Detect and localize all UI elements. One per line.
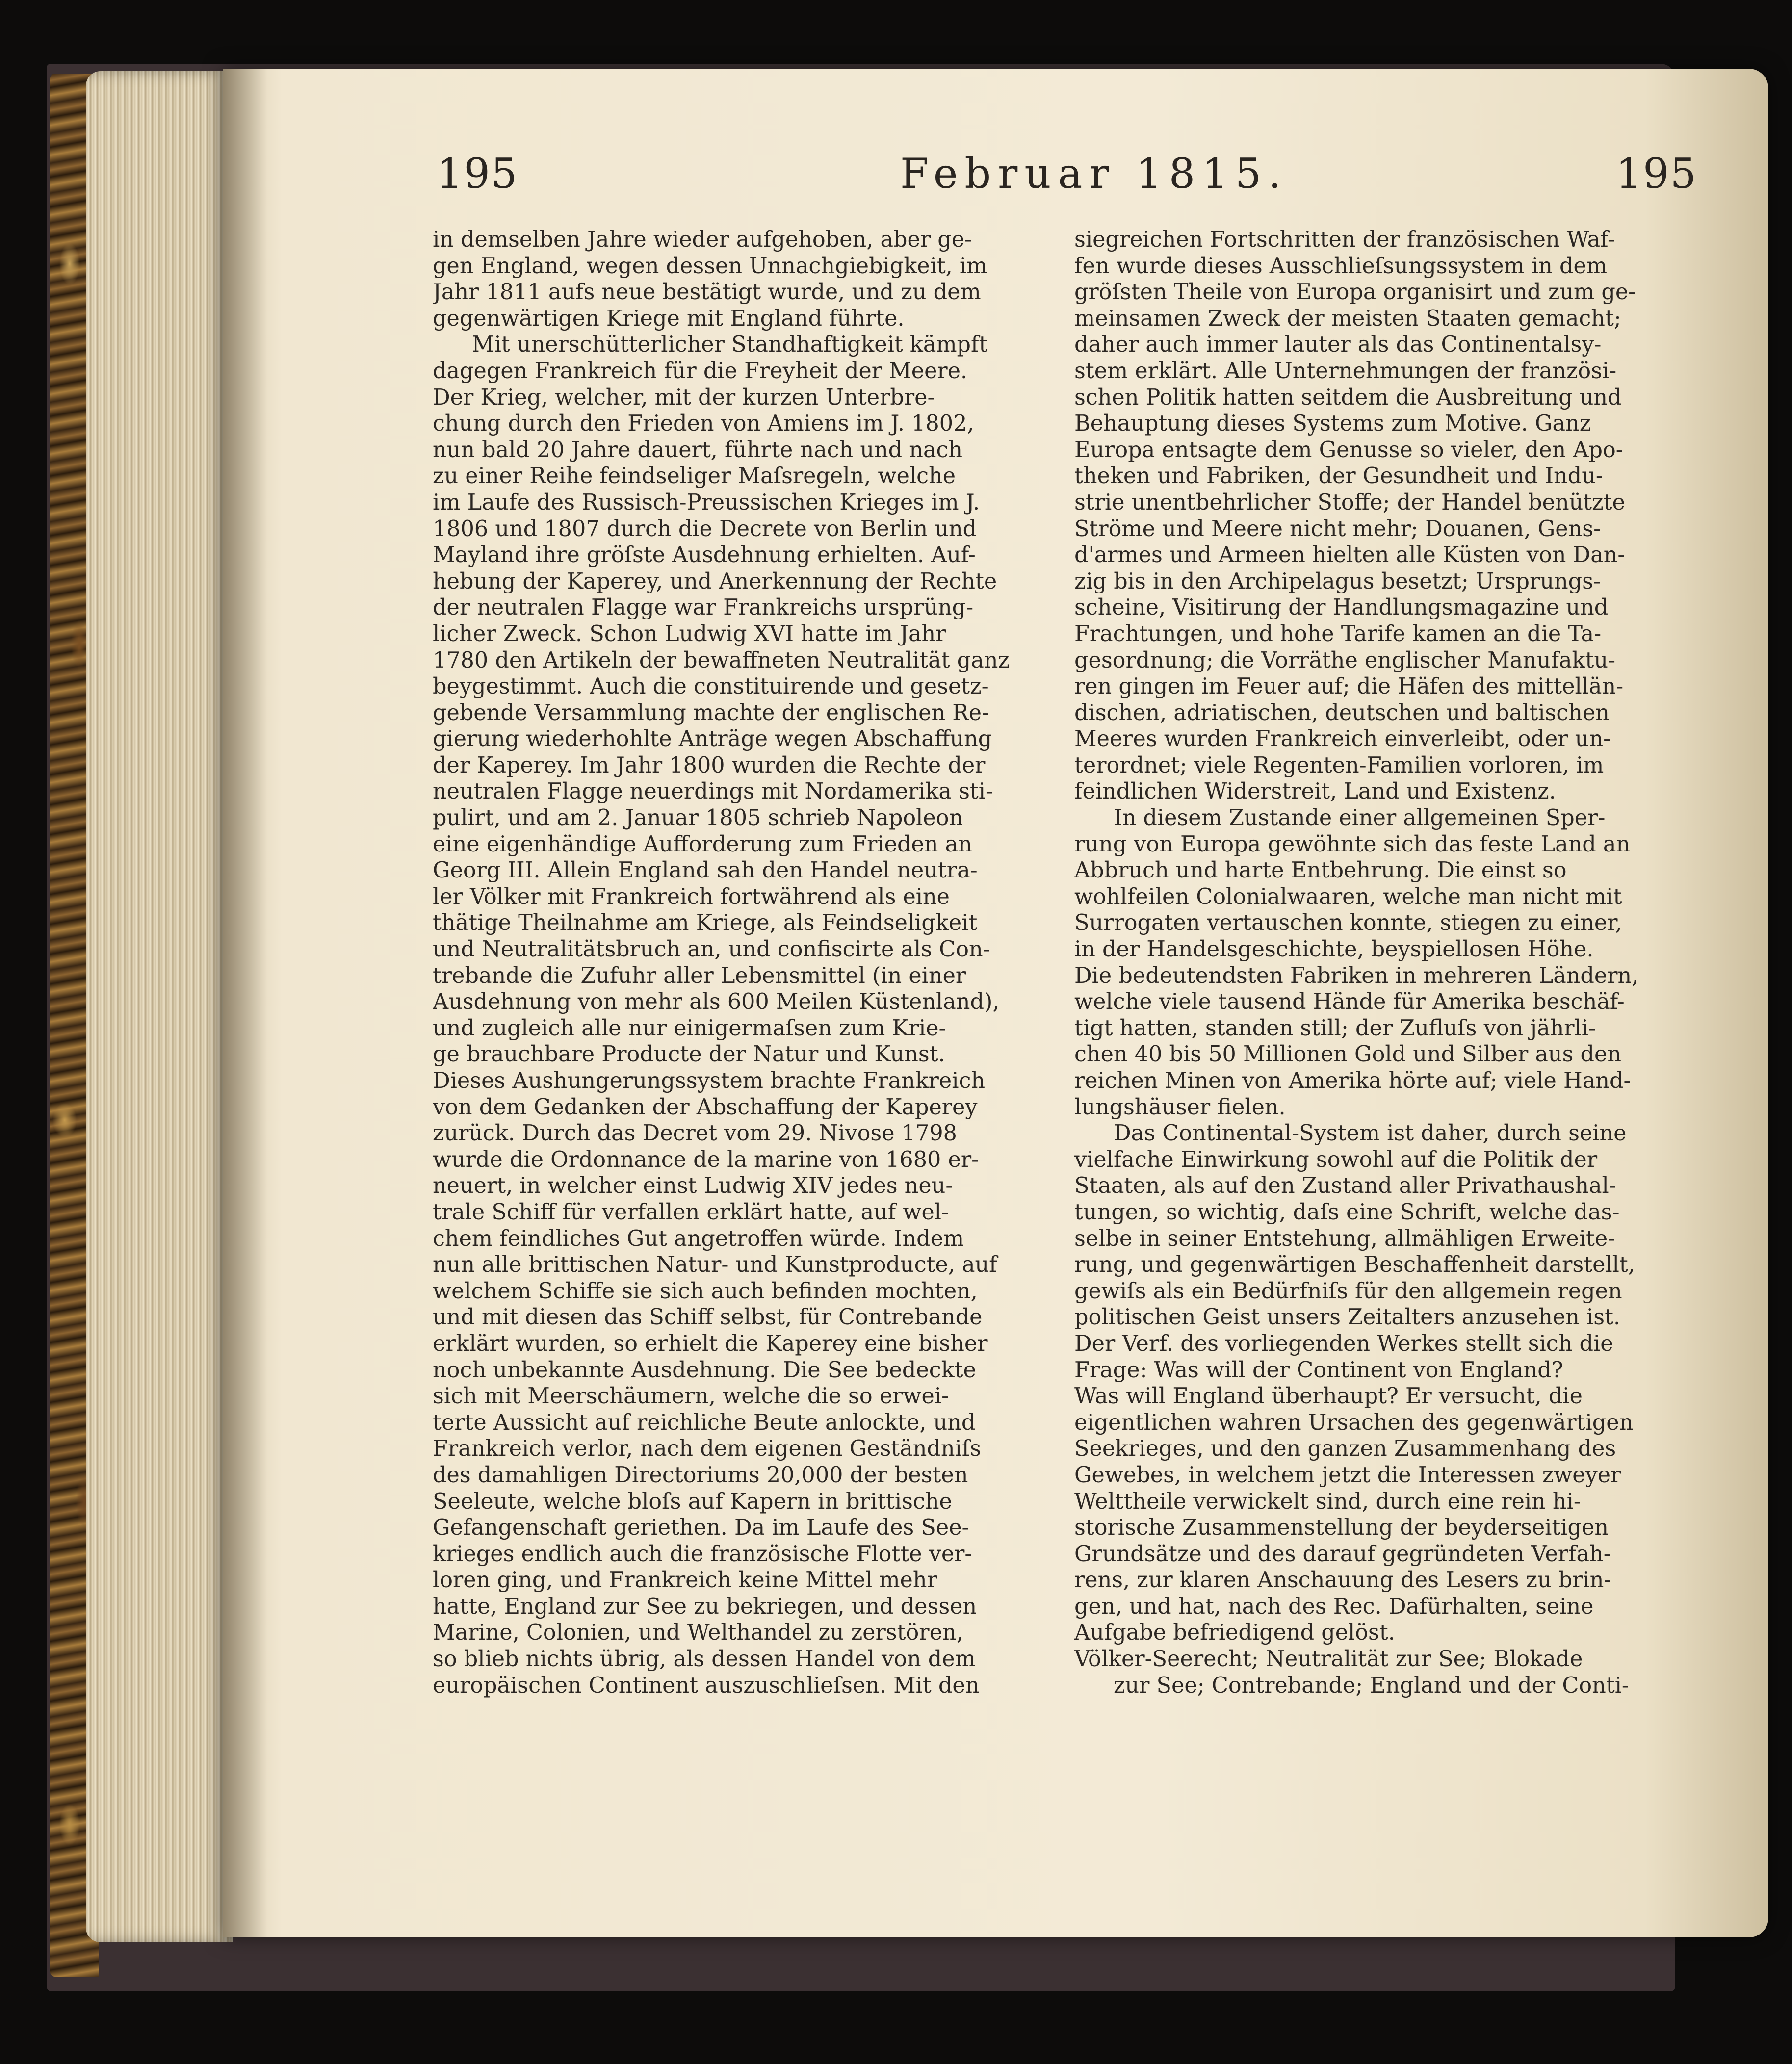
text-line: tungen, so wichtig, daſs eine Schrift, welche das- [1074,1199,1620,1225]
text-line: hebung der Kaperey, und Anerkennung der Rechte [433,568,997,594]
text-line: schen Politik hatten seitdem die Ausbreitung und [1074,385,1622,410]
text-line: hatte, England zur See zu bekriegen, und dessen [433,1594,977,1619]
text-line: Mayland ihre gröſste Ausdehnung erhielten. Auf- [433,542,976,568]
text-line: terte Aussicht auf reichliche Beute anlockte, und [433,1410,976,1435]
text-line: trale Schiff für verfallen erklärt hatte, auf wel- [433,1199,949,1225]
text-line: pulirt, und am 2. Januar 1805 schrieb Napoleon [433,805,963,831]
text-line: gesordnung; die Vorräthe englischer Manufaktu- [1074,647,1616,673]
text-line: siegreichen Fortschritten der französischen Waf- [1074,227,1615,252]
text-line: von dem Gedanken der Abschaffung der Kaperey [433,1094,978,1120]
text-line: meinsamen Zweck der meisten Staaten gemacht; [1074,306,1621,331]
text-line: Grundsätze und des darauf gegründeten Verfah- [1074,1541,1611,1567]
text-line: so blieb nichts übrig, als dessen Handel von dem [433,1647,976,1672]
text-line: dischen, adriatischen, deutschen und baltischen [1074,700,1610,725]
text-line: Frankreich verlor, nach dem eigenen Geständniſs [433,1436,982,1462]
text-line: strie unentbehrlicher Stoffe; der Handel benützte [1074,490,1625,515]
text-line: zig bis in den Archipelagus besetzt; Ursprungs- [1074,568,1601,594]
text-line: feindlichen Widerstreit, Land und Existenz. [1074,779,1556,804]
right-text-column [1074,227,1695,1699]
text-line: Abbruch und harte Entbehrung. Die einst so [1074,858,1567,883]
text-line: reichen Minen von Amerika hörte auf; viele Hand- [1074,1068,1631,1093]
text-line: des damahligen Directoriums 20,000 der besten [433,1462,968,1488]
text-line: zu einer Reihe feindseliger Maſsregeln, welche [433,464,956,489]
page-number-right: 195 [1615,150,1697,198]
text-line: rung, und gegenwärtigen Beschaffenheit darstellt, [1074,1252,1635,1278]
text-line: gierung wiederhohlte Anträge wegen Abschaffung [433,726,992,752]
text-line: eine eigenhändige Aufforderung zum Frieden an [433,831,972,857]
text-line: d'armes und Armeen hielten alle Küsten von Dan- [1074,542,1625,568]
text-line: Behauptung dieses Systems zum Motive. Ganz [1074,411,1591,437]
text-line: der neutralen Flagge war Frankreichs ursprüng- [433,595,974,620]
text-line: lungshäuser fielen. [1074,1094,1286,1120]
text-line: eigentlichen wahren Ursachen des gegenwärtigen [1074,1410,1634,1435]
text-line: in der Handelsgeschichte, beyspiellosen Höhe. [1074,937,1594,962]
text-line: stem erklärt. Alle Unternehmungen der französi- [1074,358,1617,384]
text-line: Seekrieges, und den ganzen Zusammenhang des [1074,1436,1616,1462]
text-line: dagegen Frankreich für die Freyheit der Meere. [433,358,968,384]
text-line: ge brauchbare Producte der Natur und Kunst. [433,1042,945,1067]
running-title: Februar 1815. [900,150,1288,198]
text-line: Ströme und Meere nicht mehr; Douanen, Gens- [1074,516,1601,542]
text-line: wohlfeilen Colonialwaaren, welche man nicht mit [1074,884,1622,909]
text-line: Gewebes, in welchem jetzt die Interessen zweyer [1074,1462,1621,1488]
text-line: welche viele tausend Hände für Amerika beschäf- [1074,989,1625,1015]
text-line: rens, zur klaren Anschauung des Lesers zu brin- [1074,1568,1611,1593]
text-line: Das Continental-System ist daher, durch seine [1114,1121,1627,1146]
running-head [437,150,1697,213]
text-line: im Laufe des Russisch-Preussischen Krieges im J. [433,490,980,515]
text-line: nun alle brittischen Natur- und Kunstproducte, auf [433,1252,997,1278]
text-line: In diesem Zustande einer allgemeinen Sper- [1114,805,1606,831]
text-line: rung von Europa gewöhnte sich das feste Land an [1074,831,1631,857]
text-line: daher auch immer lauter als das Continentalsy- [1074,332,1602,358]
text-line: der Kaperey. Im Jahr 1800 wurden die Rechte der [433,752,986,778]
text-line: Dieses Aushungerungssystem brachte Frankreich [433,1068,986,1093]
text-line: Der Krieg, welcher, mit der kurzen Unterbre- [433,385,935,410]
stacked-page-edges [86,71,233,1942]
text-line: zur See; Contrebande; England und der Conti- [1114,1673,1629,1698]
text-line: chem feindliches Gut angetroffen würde. Indem [433,1226,964,1251]
text-line: Meeres wurden Frankreich einverleibt, oder un- [1074,726,1611,752]
text-line: in demselben Jahre wieder aufgehoben, aber ge- [433,227,972,252]
text-line: und zugleich alle nur einigermaſsen zum Krie- [433,1015,946,1041]
text-line: welchem Schiffe sie sich auch befinden mochten, [433,1278,978,1304]
text-line: Der Verf. des vorliegenden Werkes stellt sich die [1074,1331,1613,1356]
text-line: chung durch den Frieden von Amiens im J. 1802, [433,411,974,437]
text-line: trebande die Zufuhr aller Lebensmittel (in einer [433,963,966,988]
text-line: zurück. Durch das Decret vom 29. Nivose 1798 [433,1121,957,1146]
text-line: Europa entsagte dem Genusse so vieler, den Apo- [1074,437,1623,463]
text-line: vielfache Einwirkung sowohl auf die Politik der [1074,1147,1598,1172]
text-line: Frachtungen, und hohe Tarife kamen an die Ta- [1074,621,1602,646]
text-line: Die bedeutendsten Fabriken in mehreren Ländern, [1074,963,1639,988]
text-line: Jahr 1811 aufs neue bestätigt wurde, und zu dem [433,280,981,305]
text-line: sich mit Meerschäumern, welche die so erwei- [433,1384,949,1409]
text-line: Staaten, als auf den Zustand aller Privathaushal- [1074,1173,1616,1199]
text-line: loren ging, und Frankreich keine Mittel mehr [433,1568,937,1593]
text-line: licher Zweck. Schon Ludwig XVI hatte im Jahr [433,621,946,646]
gutter-shadow [223,69,267,1937]
text-line: ler Völker mit Frankreich fortwährend als eine [433,884,950,909]
text-line: storische Zusammenstellung der beyderseitigen [1074,1515,1609,1541]
text-line: 1806 und 1807 durch die Decrete von Berlin und [433,516,977,542]
text-line: beygestimmt. Auch die constituirende und gesetz- [433,674,989,699]
text-line: gebende Versammlung machte der englischen Re- [433,700,989,725]
text-line: gröſsten Theile von Europa organisirt und zum ge- [1074,280,1636,305]
text-line: und Neutralitätsbruch an, und confiscirte als Con- [433,937,990,962]
text-line: scheine, Visitirung der Handlungsmagazine und [1074,595,1609,620]
text-line: fen wurde dieses Ausschlieſsungssystem in dem [1074,253,1608,279]
text-line: erklärt wurden, so erhielt die Kaperey eine bisher [433,1331,988,1356]
text-line: und mit diesen das Schiff selbst, für Contrebande [433,1305,983,1330]
text-line: Aufgabe befriedigend gelöst. [1074,1620,1395,1646]
text-line: Seeleute, welche bloſs auf Kapern in brittische [433,1489,952,1514]
left-text-column [433,227,1050,1699]
text-line: Ausdehnung von mehr als 600 Meilen Küstenland), [433,989,1000,1015]
text-line: Frage: Was will der Continent von England? [1074,1357,1563,1383]
text-line: noch unbekannte Ausdehnung. Die See bedeckte [433,1357,976,1383]
text-line: Was will England überhaupt? Er versucht, die [1074,1384,1583,1409]
text-line: wurde die Ordonnance de la marine von 1680 er- [433,1147,979,1172]
text-line: Welttheile verwickelt sind, durch eine rein hi- [1074,1489,1581,1514]
text-line: Mit unerschütterlicher Standhaftigkeit kämpft [472,332,988,358]
text-line: Völker-Seerecht; Neutralität zur See; Blokade [1074,1647,1583,1672]
text-line: neuert, in welcher einst Ludwig XIV jedes neu- [433,1173,953,1199]
text-line: chen 40 bis 50 Millionen Gold und Silber aus den [1074,1042,1622,1067]
text-line: Georg III. Allein England sah den Handel neutra- [433,858,978,883]
text-line: Surrogaten vertauschen konnte, stiegen zu einer, [1074,910,1622,936]
text-line: gewiſs als ein Bedürfniſs für den allgemein regen [1074,1278,1622,1304]
text-line: thätige Theilnahme am Kriege, als Feindseligkeit [433,910,978,936]
text-line: europäischen Continent auszuschlieſsen. Mit den [433,1673,980,1698]
text-line: tigt hatten, standen still; der Zufluſs von jährli- [1074,1015,1596,1041]
text-line: nun bald 20 Jahre dauert, führte nach und nach [433,437,963,463]
text-line: terordnet; viele Regenten-Familien vorloren, im [1074,752,1604,778]
text-line: ren gingen im Feuer auf; die Häfen des mittellän- [1074,674,1624,699]
text-line: selbe in seiner Entstehung, allmähligen Erweite- [1074,1226,1615,1251]
text-line: neutralen Flagge neuerdings mit Nordamerika sti- [433,779,993,804]
text-line: gen England, wegen dessen Unnachgiebigkeit, im [433,253,987,279]
text-line: gegenwärtigen Kriege mit England führte. [433,306,905,331]
text-line: Gefangenschaft geriethen. Da im Laufe des See- [433,1515,969,1541]
text-line: krieges endlich auch die französische Flotte ver- [433,1541,972,1567]
text-line: gen, und hat, nach des Rec. Dafürhalten, seine [1074,1594,1594,1619]
text-line: politischen Geist unsers Zeitalters anzusehen ist. [1074,1305,1621,1330]
text-line: 1780 den Artikeln der bewaffneten Neutralität ganz [433,647,1010,673]
text-line: Marine, Colonien, und Welthandel zu zerstören, [433,1620,963,1646]
text-line: theken und Fabriken, der Gesundheit und Indu- [1074,464,1603,489]
page-number-left: 195 [437,150,519,198]
